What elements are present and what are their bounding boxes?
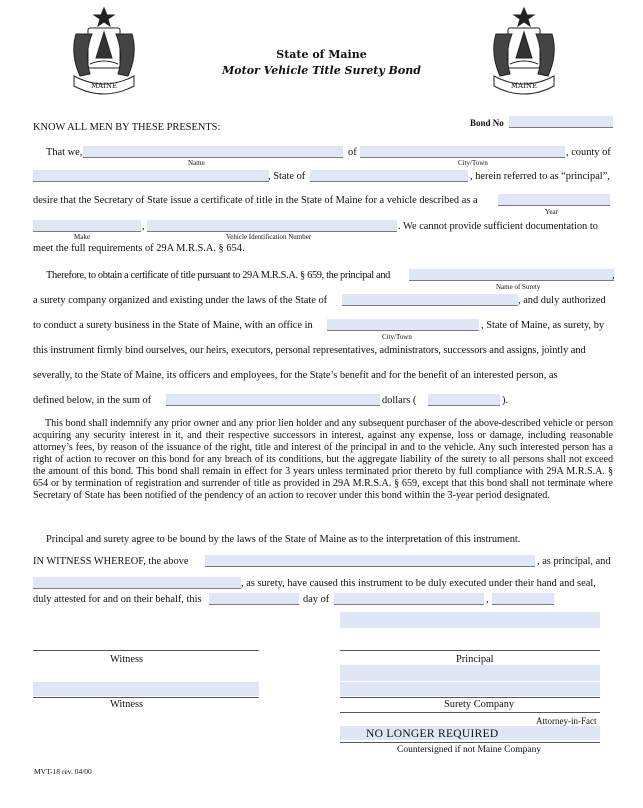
surety-witness-name-field[interactable] xyxy=(33,577,241,589)
city-caption: City/Town xyxy=(458,159,488,167)
that-we-label: That we, xyxy=(46,147,83,158)
countersigned-label: Countersigned if not Maine Company xyxy=(397,745,542,755)
principal-signature-line[interactable] xyxy=(340,649,600,651)
city-caption-2: City/Town xyxy=(382,333,412,341)
comma: , xyxy=(612,270,615,281)
defined-text: defined below, in the sum of xyxy=(33,395,152,406)
month-field[interactable] xyxy=(334,593,484,605)
surety-company-label: Surety Company xyxy=(444,699,515,710)
comma: , xyxy=(486,594,489,605)
as-principal-text: , as principal, and xyxy=(537,556,611,567)
sum-words-field[interactable] xyxy=(166,394,380,406)
surety-company-text: a surety company organized and existing under the laws of the State of xyxy=(33,295,328,306)
vin-caption: Vehicle Identification Number xyxy=(226,233,312,241)
form-subtitle: Motor Vehicle Title Surety Bond xyxy=(222,64,421,77)
severally-text: severally, to the State of Maine, its officers and employees, for the State’s benefit and for the benefit of an interested person, as xyxy=(33,370,558,381)
witness-whereof-text: IN WITNESS WHEREOF, the above xyxy=(33,556,189,567)
surety-company-name-box[interactable] xyxy=(340,665,600,681)
dollars-label: dollars ( xyxy=(382,395,417,406)
agree-text: Principal and surety agree to be bound by the laws of the State of Maine as to the interpretation of this instrument. xyxy=(46,534,521,545)
surety-office-city-field[interactable] xyxy=(327,319,479,331)
duly-authorized-text: , and duly authorized xyxy=(518,295,606,306)
principal-state-field[interactable] xyxy=(310,170,468,182)
vehicle-make-field[interactable] xyxy=(33,220,141,232)
form-title: State of Maine xyxy=(276,48,367,61)
state-of-label: , State of xyxy=(268,171,306,182)
vehicle-year-field[interactable] xyxy=(498,194,610,206)
principal-city-field[interactable] xyxy=(360,146,565,158)
conduct-business-text: to conduct a surety business in the State of Maine, with an office in xyxy=(33,320,313,331)
principal-name-field[interactable] xyxy=(83,146,343,158)
form-number: MVT-18 rev. 04/00 xyxy=(34,767,92,776)
witness1-label: Witness xyxy=(110,654,144,665)
make-caption: Make xyxy=(74,233,90,241)
bind-text: this instrument firmly bind ourselves, our heirs, executors, personal representatives, administrators, successors and assigns, jointly and xyxy=(33,345,586,356)
duly-attested-text: duly attested for and on their behalf, this xyxy=(33,594,202,605)
comma: , xyxy=(142,221,145,232)
seal-banner: MAINE xyxy=(90,82,118,90)
principal-label: Principal xyxy=(456,654,494,665)
bond-no-label: Bond No xyxy=(470,118,504,128)
vin-field[interactable] xyxy=(147,220,397,232)
intro-text: KNOW ALL MEN BY THESE PRESENTS: xyxy=(33,122,221,133)
principal-ref-label: , herein referred to as “principal”, xyxy=(470,171,610,182)
county-of-label: , county of xyxy=(566,147,611,158)
close-paren: ). xyxy=(502,395,509,406)
of-label: of xyxy=(348,147,357,158)
year-caption: Year xyxy=(545,208,558,216)
day-of-label: day of xyxy=(303,594,330,605)
witness2-signature-box[interactable] xyxy=(33,682,259,696)
county-field[interactable] xyxy=(33,170,269,182)
surety-company-signature-box[interactable] xyxy=(340,682,600,696)
as-surety-text: , as surety, have caused this instrument to be duly executed under their hand and seal, xyxy=(241,578,596,589)
surety-company-signature-line[interactable] xyxy=(340,696,600,698)
day-field[interactable] xyxy=(209,593,299,605)
surety-state-field[interactable] xyxy=(342,294,518,306)
desire-text: desire that the Secretary of State issue a certificate of title in the State of Maine for a vehicle described as a xyxy=(33,195,478,206)
no-longer-required-text: NO LONGER REQUIRED xyxy=(366,728,499,740)
meet-requirements-text: meet the full requirements of 29A M.R.S.A. § 654. xyxy=(33,243,245,254)
principal-witness-name-field[interactable] xyxy=(205,555,535,567)
witness2-label: Witness xyxy=(110,699,144,710)
countersign-line[interactable] xyxy=(340,741,600,743)
bond-conditions-paragraph: This bond shall indemnify any prior owner and any prior lien holder and any subsequent purchaser of the above-described vehicle or person acquiring any security interest in it, and their respective successors in interest, against any expense, loss or damage, including reasonable attorney’s fees, by reason of the issuance of the right, title and interest of the principal in and to the vehicle. Any such interested person has a right of action to recover on this bond for any breach of its conditions, but the aggregate liability of the surety to all persons shall not exceed the amount of this bond. This bond shall remain in effect for 3 years unless terminated prior thereto by full compliance with 29A M.R.S.A. § 654 or by termination of registration and surrender of title as provided in 29A M.R.S.A. § 659, except that this bond shall not terminate where Secretary of State has been notified of the pendency of an action to recover under this bond within the 3-year period designated. xyxy=(33,418,613,501)
sum-amount-field[interactable] xyxy=(428,394,500,406)
therefore-text: Therefore, to obtain a certificate of title pursuant to 29A M.R.S.A. § 659, the principal and xyxy=(46,270,391,281)
name-caption: Name xyxy=(188,159,205,167)
witness1-signature-line[interactable] xyxy=(33,649,259,651)
attorney-in-fact-label: Attorney-in-Fact xyxy=(536,716,597,726)
bond-no-field[interactable] xyxy=(509,116,613,128)
witness2-signature-line[interactable] xyxy=(33,696,259,698)
attorney-signature-line[interactable] xyxy=(340,711,600,713)
cannot-provide-text: . We cannot provide sufficient documentation to xyxy=(398,221,598,232)
principal-signature-box[interactable] xyxy=(340,612,600,628)
year-field[interactable] xyxy=(492,593,554,605)
seal-banner: MAINE xyxy=(510,82,538,90)
surety-name-field[interactable] xyxy=(409,269,614,281)
surety-caption: Name of Surety xyxy=(496,283,541,291)
state-surety-text: , State of Maine, as surety, by xyxy=(481,320,605,331)
